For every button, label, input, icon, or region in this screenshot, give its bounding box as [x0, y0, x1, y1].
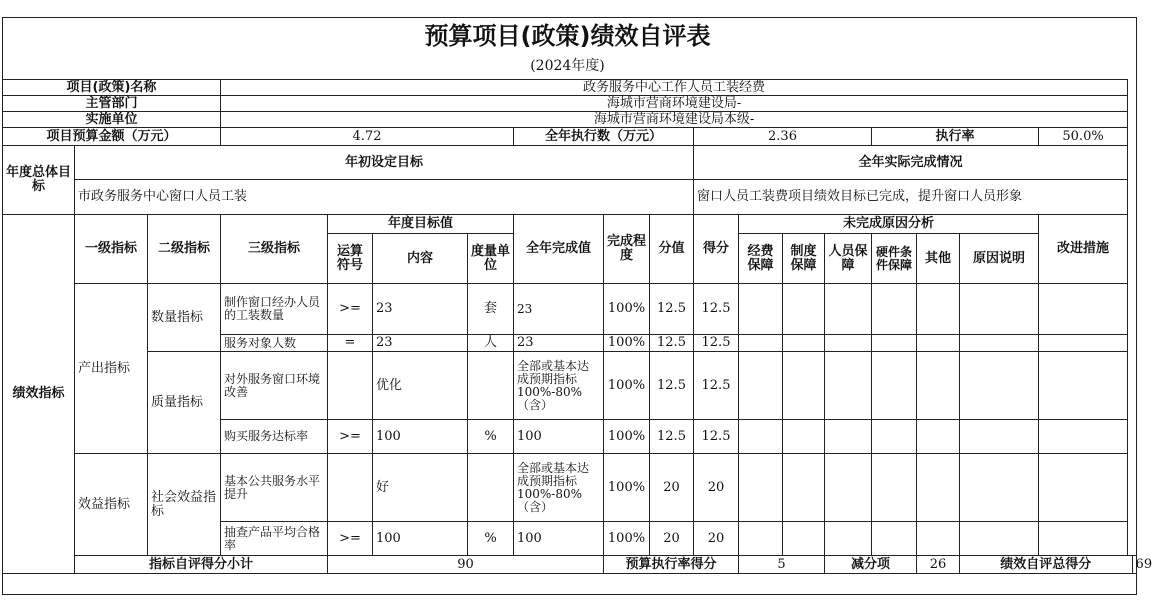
value-cell: 20: [650, 522, 694, 556]
project-name-label: 项目(政策)名称: [3, 80, 221, 96]
improve-header: 改进措施: [1039, 215, 1128, 284]
empty-cell: [783, 335, 825, 352]
subtotal-value: 90: [328, 556, 604, 574]
empty-cell: [739, 284, 783, 335]
table-row: [3, 284, 1137, 335]
score-value-header: 分值: [650, 215, 694, 284]
reason-fund-header: 经费保障: [739, 234, 783, 284]
reason-other-header: 其他: [917, 234, 960, 284]
score-cell: 20: [694, 454, 739, 522]
quality-indicator-label: 质量指标: [148, 352, 221, 454]
done-cell: 全部或基本达成预期指标100%-80%（含）: [514, 454, 604, 522]
done-cell: 全部或基本达成预期指标100%-80%（含）: [514, 352, 604, 420]
degree-cell: 100%: [604, 284, 650, 335]
empty-cell: [825, 335, 872, 352]
form-title: 预算项目(政策)绩效自评表: [424, 22, 711, 50]
social-benefit-label: 社会效益指标: [148, 454, 221, 556]
unit-label: 实施单位: [3, 112, 221, 128]
reason-desc-header: 原因说明: [960, 234, 1039, 284]
empty-cell: [825, 454, 872, 522]
empty-cell: [825, 420, 872, 454]
initial-goal-label: 年初设定目标: [75, 146, 694, 180]
rate-value: 50.0%: [1039, 128, 1128, 146]
total-label: 绩效自评总得分: [960, 556, 1133, 574]
rate-label: 执行率: [872, 128, 1039, 146]
l3-cell: 服务对象人数: [221, 335, 328, 352]
score-header: 得分: [694, 215, 739, 284]
deduct-label: 减分项: [825, 556, 917, 574]
perf-indicator-label: 绩效指标: [3, 215, 75, 574]
table-row: [3, 352, 1137, 420]
empty-cell: [1039, 284, 1128, 335]
project-name-value: 政务服务中心工作人员工装经费: [221, 80, 1128, 96]
form-subtitle: (2024年度): [530, 58, 605, 74]
quantity-indicator-label: 数量指标: [148, 284, 221, 352]
unit-cell: %: [468, 420, 514, 454]
degree-header: 完成程度: [604, 215, 650, 284]
value-cell: 12.5: [650, 352, 694, 420]
unit-cell: %: [468, 522, 514, 556]
unit-header: 度量单位: [468, 234, 514, 284]
score-cell: 20: [694, 522, 739, 556]
row-dept: [3, 96, 1137, 112]
row-unit: [3, 112, 1137, 128]
unit-cell: 套: [468, 284, 514, 335]
budget-score-label: 预算执行率得分: [604, 556, 739, 574]
dept-value: 海城市营商环境建设局-: [221, 96, 1128, 112]
empty-cell: [917, 284, 960, 335]
l3-cell: 基本公共服务水平提升: [221, 454, 328, 522]
row-goal-values: [3, 180, 1137, 215]
op-cell: [328, 352, 373, 420]
value-cell: 12.5: [650, 284, 694, 335]
reason-analysis-header: 未完成原因分析: [739, 215, 1039, 234]
total-value: 69: [1132, 556, 1136, 574]
row-budget: [3, 128, 1137, 146]
value-cell: 12.5: [650, 335, 694, 352]
empty-cell: [783, 284, 825, 335]
empty-cell: [739, 335, 783, 352]
op-cell: [328, 454, 373, 522]
table-row: [3, 454, 1137, 522]
empty-cell: [872, 284, 917, 335]
empty-cell: [917, 420, 960, 454]
empty-cell: [872, 420, 917, 454]
content-cell: 100: [373, 522, 468, 556]
empty-cell: [872, 522, 917, 556]
unit-cell: [468, 352, 514, 420]
empty-cell: [1039, 352, 1128, 420]
l2-header: 二级指标: [148, 215, 221, 284]
empty-cell: [783, 420, 825, 454]
exec-label: 全年执行数（万元）: [514, 128, 694, 146]
empty-cell: [917, 352, 960, 420]
score-cell: 12.5: [694, 335, 739, 352]
annual-target-header: 年度目标值: [328, 215, 514, 234]
row-project-name: [3, 80, 1137, 96]
degree-cell: 100%: [604, 454, 650, 522]
done-cell: 23: [514, 335, 604, 352]
degree-cell: 100%: [604, 522, 650, 556]
score-cell: 12.5: [694, 284, 739, 335]
score-cell: 12.5: [694, 420, 739, 454]
l3-header: 三级指标: [221, 215, 328, 284]
empty-cell: [872, 454, 917, 522]
l3-cell: 购买服务达标率: [221, 420, 328, 454]
deduct-value: 26: [917, 556, 960, 574]
unit-cell: [468, 454, 514, 522]
content-header: 内容: [373, 234, 468, 284]
done-header: 全年完成值: [514, 215, 604, 284]
empty-cell: [825, 284, 872, 335]
empty-cell: [783, 352, 825, 420]
value-cell: 20: [650, 454, 694, 522]
empty-cell: [739, 352, 783, 420]
unit-cell: 人: [468, 335, 514, 352]
evaluation-table: [2, 79, 1152, 574]
degree-cell: 100%: [604, 352, 650, 420]
benefit-indicator-label: 效益指标: [75, 454, 148, 556]
reason-hardware-header: 硬件条件保障: [872, 234, 917, 284]
dept-label: 主管部门: [3, 96, 221, 112]
budget-score-value: 5: [739, 556, 825, 574]
row-goal-headers: [3, 146, 1137, 180]
empty-cell: [872, 335, 917, 352]
empty-cell: [739, 454, 783, 522]
empty-cell: [960, 352, 1039, 420]
value-cell: 12.5: [650, 420, 694, 454]
initial-goal-value: 市政务服务中心窗口人员工装: [75, 180, 694, 215]
row-footer: [3, 556, 1137, 574]
op-cell: >=: [328, 284, 373, 335]
l1-header: 一级指标: [75, 215, 148, 284]
empty-cell: [1039, 335, 1128, 352]
empty-cell: [825, 522, 872, 556]
empty-cell: [960, 420, 1039, 454]
empty-cell: [739, 420, 783, 454]
op-cell: >=: [328, 522, 373, 556]
done-cell: 100: [514, 522, 604, 556]
op-header: 运算符号: [328, 234, 373, 284]
reason-system-header: 制度保障: [783, 234, 825, 284]
budget-label: 项目预算金额（万元）: [3, 128, 221, 146]
exec-value: 2.36: [694, 128, 872, 146]
empty-cell: [960, 522, 1039, 556]
l3-cell: 对外服务窗口环境改善: [221, 352, 328, 420]
degree-cell: 100%: [604, 420, 650, 454]
empty-cell: [960, 284, 1039, 335]
content-cell: 优化: [373, 352, 468, 420]
budget-value: 4.72: [221, 128, 514, 146]
empty-cell: [917, 454, 960, 522]
content-cell: 23: [373, 284, 468, 335]
done-cell: 100: [514, 420, 604, 454]
actual-goal-value: 窗口人员工装费项目绩效目标已完成，提升窗口人员形象: [694, 180, 1128, 215]
op-cell: =: [328, 335, 373, 352]
content-cell: 100: [373, 420, 468, 454]
subtotal-label: 指标自评得分小计: [75, 556, 328, 574]
row-indicator-header-1: [3, 215, 1137, 234]
empty-cell: [960, 454, 1039, 522]
l3-cell: 制作窗口经办人员的工装数量: [221, 284, 328, 335]
op-cell: >=: [328, 420, 373, 454]
empty-cell: [917, 335, 960, 352]
content-cell: 好: [373, 454, 468, 522]
output-indicator-label: 产出指标: [75, 284, 148, 454]
content-cell: 23: [373, 335, 468, 352]
empty-cell: [917, 522, 960, 556]
empty-cell: [783, 454, 825, 522]
empty-cell: [1039, 420, 1128, 454]
score-cell: 12.5: [694, 352, 739, 420]
degree-cell: 100%: [604, 335, 650, 352]
reason-staff-header: 人员保障: [825, 234, 872, 284]
empty-cell: [825, 352, 872, 420]
empty-cell: [783, 522, 825, 556]
actual-goal-label: 全年实际完成情况: [694, 146, 1128, 180]
unit-value: 海城市营商环境建设局本级-: [221, 112, 1128, 128]
empty-cell: [872, 352, 917, 420]
empty-cell: [739, 522, 783, 556]
empty-cell: [960, 335, 1039, 352]
empty-cell: [1039, 454, 1128, 522]
l3-cell: 抽查产品平均合格率: [221, 522, 328, 556]
empty-cell: [1039, 522, 1128, 556]
done-cell: 23: [514, 284, 604, 335]
annual-goal-label: 年度总体目标: [3, 146, 75, 215]
